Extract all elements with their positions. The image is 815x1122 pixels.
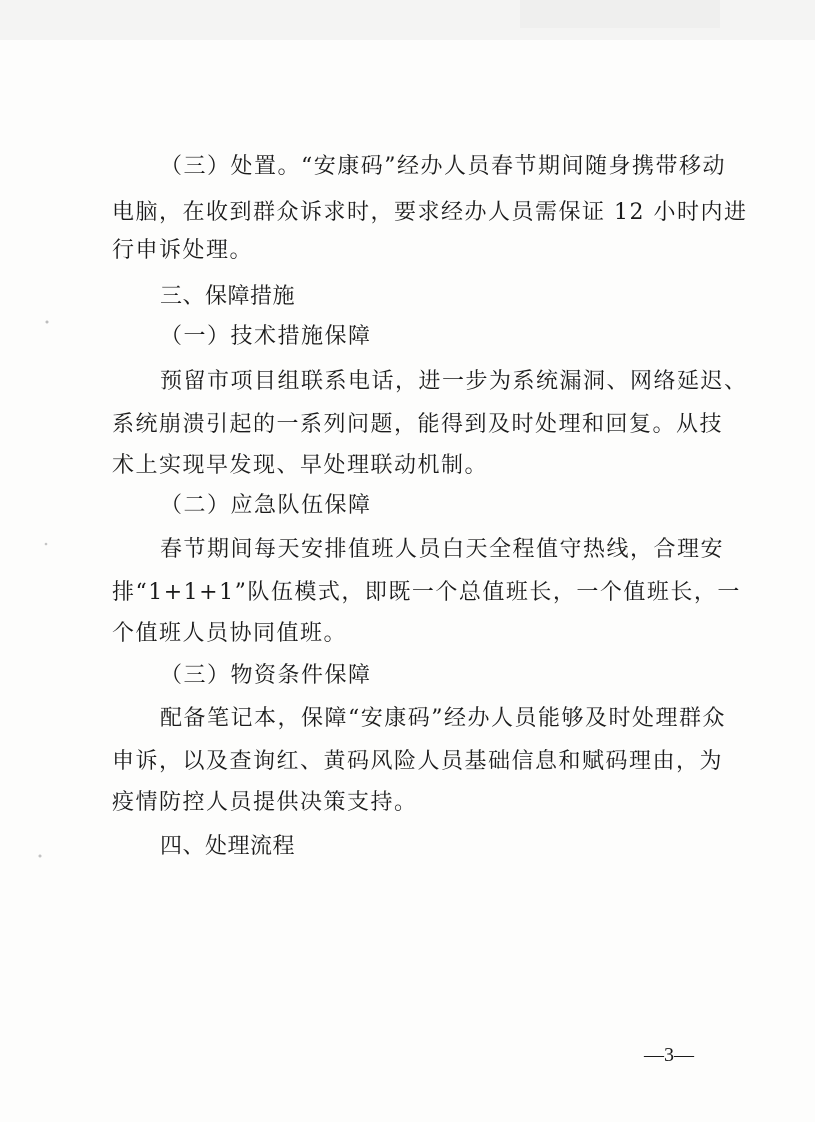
section-heading: 四、处理流程 (160, 834, 296, 859)
body-text-line: 申诉，以及查询红、黄码风险人员基础信息和赋码理由，为 (112, 749, 724, 774)
body-text-line: 术上实现早发现、早处理联动机制。 (112, 453, 489, 478)
subsection-heading: （三）物资条件保障 (160, 663, 372, 688)
body-text-line: 春节期间每天安排值班人员白天全程值守热线，合理安 (160, 537, 725, 562)
body-text-line: 个值班人员协同值班。 (112, 621, 348, 646)
body-text-line: 预留市项目组联系电话，进一步为系统漏洞、网络延迟、 (160, 369, 748, 394)
body-text-line: 电脑，在收到群众诉求时，要求经办人员需保证 12 小时内进 (112, 200, 748, 225)
body-text-line: 排“1+1+1”队伍模式，即既一个总值班长，一个值班长，一 (112, 580, 741, 605)
body-text-line: 疫情防控人员提供决策支持。 (112, 790, 418, 815)
subsection-heading: （一）技术措施保障 (160, 324, 372, 349)
body-text-line: 行申诉处理。 (112, 238, 254, 263)
section-heading: 三、保障措施 (160, 284, 296, 309)
page-number: —3— (644, 1044, 694, 1066)
body-text-line: （三）处置。“安康码”经办人员春节期间随身携带移动 (160, 154, 726, 179)
body-text-line: 配备笔记本，保障“安康码”经办人员能够及时处理群众 (160, 706, 726, 731)
body-text-line: 系统崩溃引起的一系列问题，能得到及时处理和回复。从技 (112, 412, 724, 437)
subsection-heading: （二）应急队伍保障 (160, 493, 372, 518)
